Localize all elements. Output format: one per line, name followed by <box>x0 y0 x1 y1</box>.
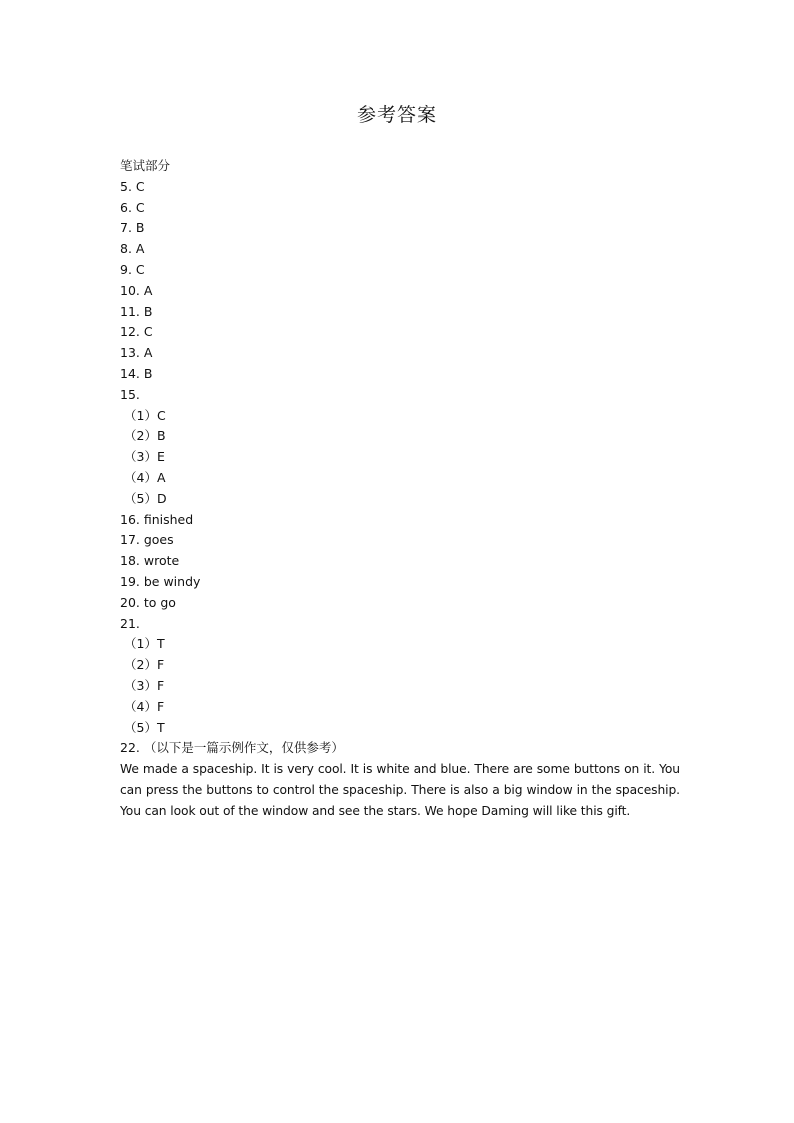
page-title: 参考答案 <box>356 104 437 126</box>
sub-answer-item: （4）F <box>124 698 165 714</box>
answer-item: 5. C <box>120 178 145 194</box>
answer-item: 20. to go <box>120 594 176 610</box>
answer-item: 11. B <box>120 303 153 319</box>
answer-item: 6. C <box>120 199 145 215</box>
answer-item: 17. goes <box>120 532 174 548</box>
answer-item: 13. A <box>120 345 153 361</box>
sub-answer-item: （5）D <box>124 490 167 506</box>
sub-answer-item: （3）E <box>124 449 165 465</box>
sample-essay: We made a spaceship. It is very cool. It is white and blue. There are some buttons on it. You can press the buttons to control the spaceship. There is also a big window in the spaceship. You can look out of the window and see the stars. We hope Daming will like this gift. <box>120 762 680 818</box>
sub-answer-item: （1）T <box>124 636 165 652</box>
sub-answer-item: （3）F <box>124 677 165 693</box>
answer-list <box>120 156 680 822</box>
answer-item: 19. be windy <box>120 573 201 589</box>
answer-item: 7. B <box>120 220 145 236</box>
sub-answer-item: （1）C <box>124 407 166 423</box>
sub-answer-item: （4）A <box>124 469 166 485</box>
answer-item: 12. C <box>120 324 153 340</box>
section-heading: 笔试部分 <box>120 158 171 173</box>
answer-item: 18. wrote <box>120 553 180 569</box>
sub-answer-item: （2）B <box>124 428 166 444</box>
answer-item: 16. finished <box>120 511 194 527</box>
answer-item: 21. <box>120 615 140 631</box>
answer-item: 8. A <box>120 241 145 257</box>
sub-answer-item: （2）F <box>124 657 165 673</box>
essay-heading: 22. （以下是一篇示例作文，仅供参考） <box>120 740 344 756</box>
answer-item: 15. <box>120 386 140 402</box>
answer-item: 9. C <box>120 261 145 277</box>
answer-item: 14. B <box>120 365 153 381</box>
answer-item: 10. A <box>120 282 153 298</box>
sub-answer-item: （5）T <box>124 719 165 735</box>
